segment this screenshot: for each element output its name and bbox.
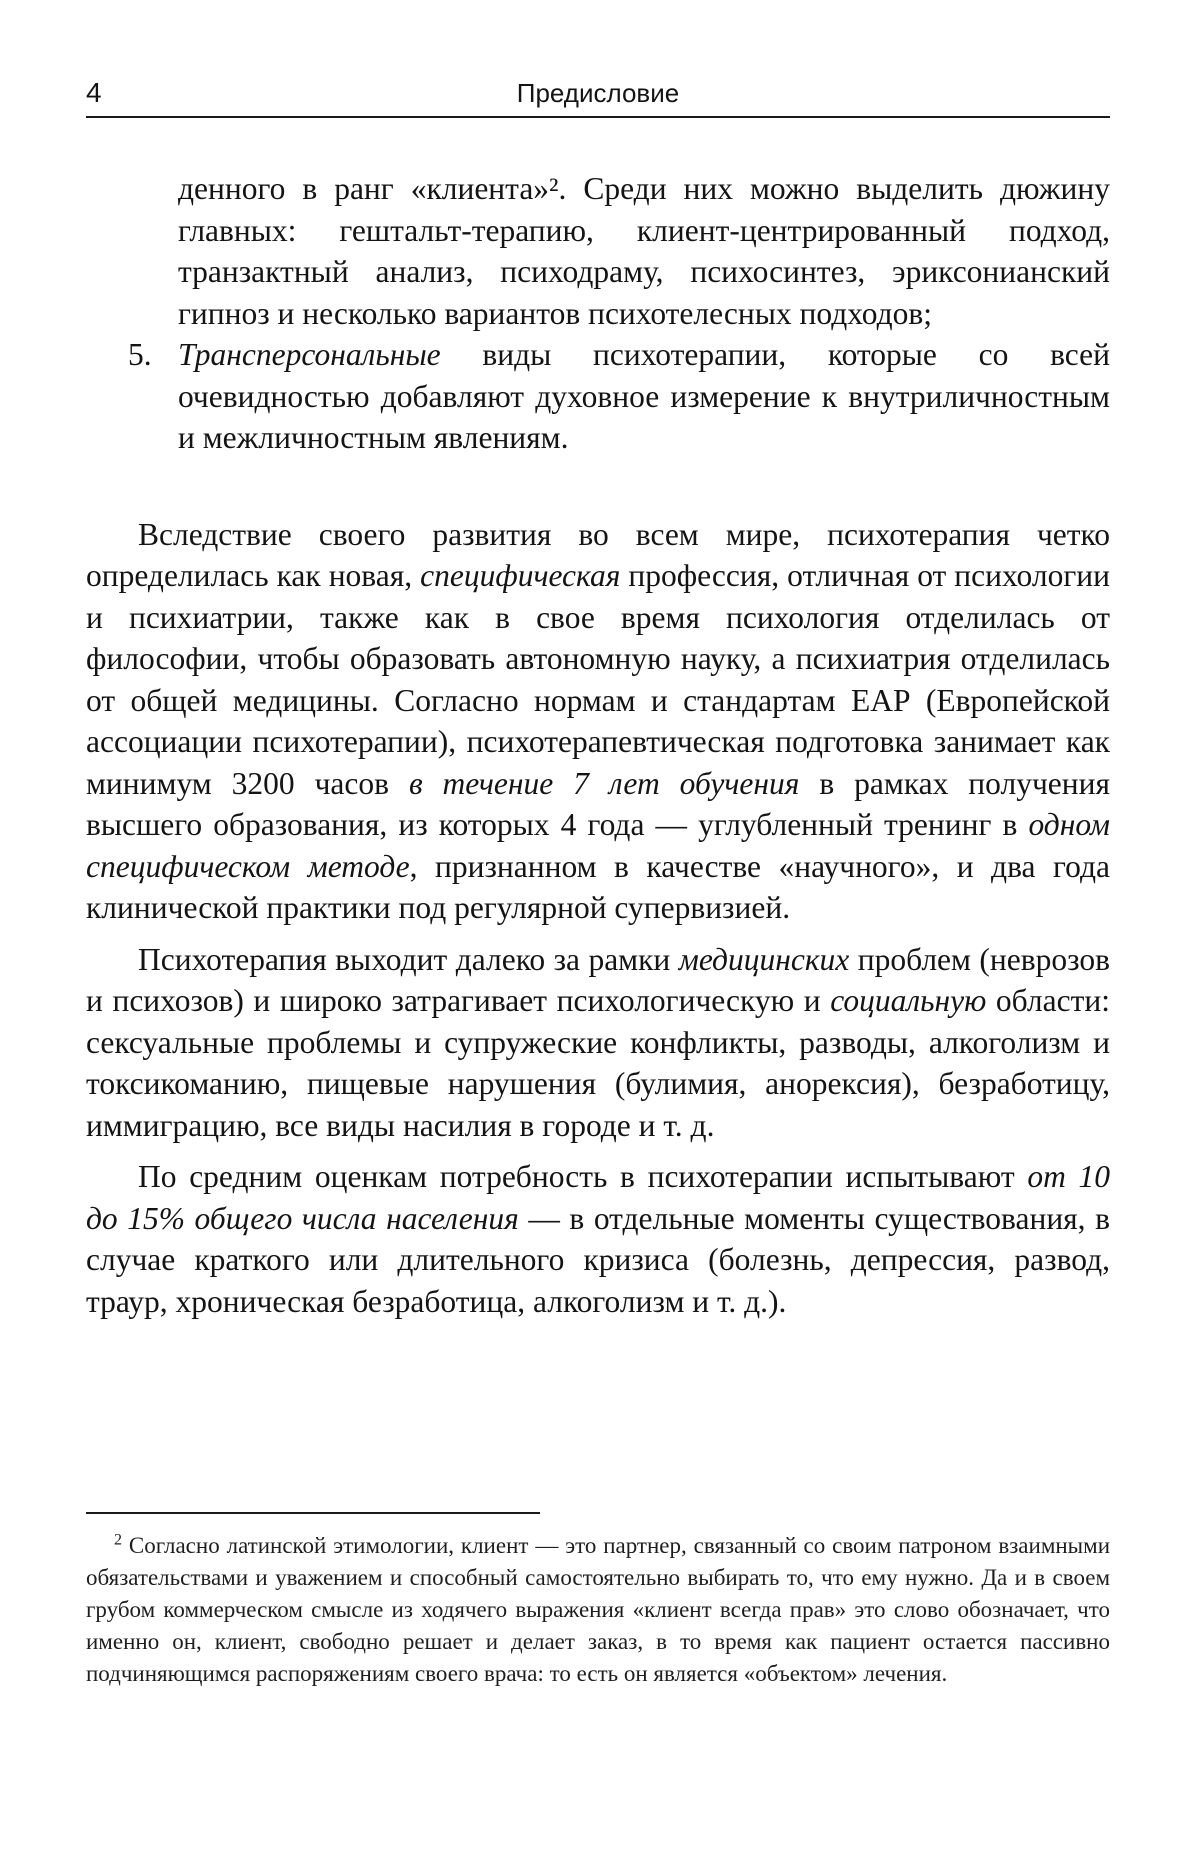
list-item-continuation (86, 168, 1110, 334)
emphasis-text: социальную (830, 983, 987, 1018)
paragraph-text: профессия, отличная от психологии и психиатрии, также как в свое время психология отделилась от философии, чтобы образовать автономную науку, а психиатрия отделилась от общей медицины. Согласно нормам и стандартам ЕАР (Европейской ассоциации психотерапии), психотерапевтическая подготовка занимает как минимум 3200 часов (86, 558, 1110, 801)
paragraph-text: области: сексуальные проблемы и супружеские конфликты, разводы, алкоголизм и токсикоманию, пищевые нарушения (булимия, анорексия), безработицу, иммиграцию, все виды насилия в городе и т. д. (86, 983, 1110, 1143)
paragraph-need (86, 1156, 1110, 1322)
emphasis-text: одном специфическом методе (86, 807, 1110, 884)
paragraph-text: По средним оценкам потребность в психотерапии испытывают (138, 1159, 1028, 1194)
list-item-number: 5. (128, 337, 152, 372)
emphasis-text: специфическая (420, 558, 621, 593)
footnote-mark: 2 (114, 1531, 122, 1549)
footnote-divider (86, 1512, 540, 1514)
footnote-text: Согласно латинской этимологии, клиент — это партнер, связанный со своим патроном взаимными обязательствами и уважением и способный самостоятельно выбирать то, что ему нужно. Да и в своем грубом коммерческом смысле из ходячего выражения «клиент всегда прав» это слово обозначает, что именно он, клиент, свободно решает и делает заказ, в то время как пациент остается пассивно подчиняющимся распоряжениям своего врача: то есть он является «объектом» лечения. (86, 1533, 1110, 1686)
running-header (86, 76, 1110, 118)
emphasis-text: медицинских (678, 941, 850, 977)
list-item-text: виды психотерапии, которые со всей очевидностью добавляют духовное измерение к внутриличностным и межличностным явлениям. (178, 337, 1110, 455)
paragraph-text: в рамках получения высшего образования, из которых 4 года — углубленный тренинг в (86, 765, 1110, 842)
list-item-term: Трансперсональные (178, 337, 441, 372)
paragraph-profession (86, 514, 1110, 929)
emphasis-text: от 10 до 15% общего числа населения (86, 1159, 1111, 1236)
running-title: Предисловие (516, 78, 680, 108)
emphasis-text: в течение 7 лет обучения (408, 765, 800, 801)
list-item-text: денного в ранг «клиента»². Среди них можно выделить дюжину главных: гештальт-терапию, клиент-центрированный подход, транзактный анализ, психодраму, психосинтез, эриксонианский гипноз и несколько вариантов психотелесных подходов; (178, 171, 1110, 331)
paragraph-text: — в отдельные моменты существования, в случае краткого или длительного кризиса (болезнь, депрессия, развод, траур, хроническая безработица, алкоголизм и т. д.). (86, 1200, 1110, 1319)
page-number: 4 (86, 77, 102, 108)
paragraph-text: Психотерапия выходит далеко за рамки (138, 941, 679, 977)
paragraph-text: Вследствие своего развития во всем мире, психотерапия четко определилась как новая, (86, 516, 1110, 593)
paragraph-scope (86, 939, 1110, 1147)
paragraph-text: проблем (неврозов и психозов) и широко затрагивает психологическую и (86, 941, 1110, 1018)
list-item-5 (86, 334, 1110, 459)
paragraph-text: , признанном в качестве «научного», и два года клинической практики под регулярной супервизией. (86, 848, 1111, 925)
body-text (86, 168, 1110, 1322)
footnote (86, 1530, 1110, 1690)
